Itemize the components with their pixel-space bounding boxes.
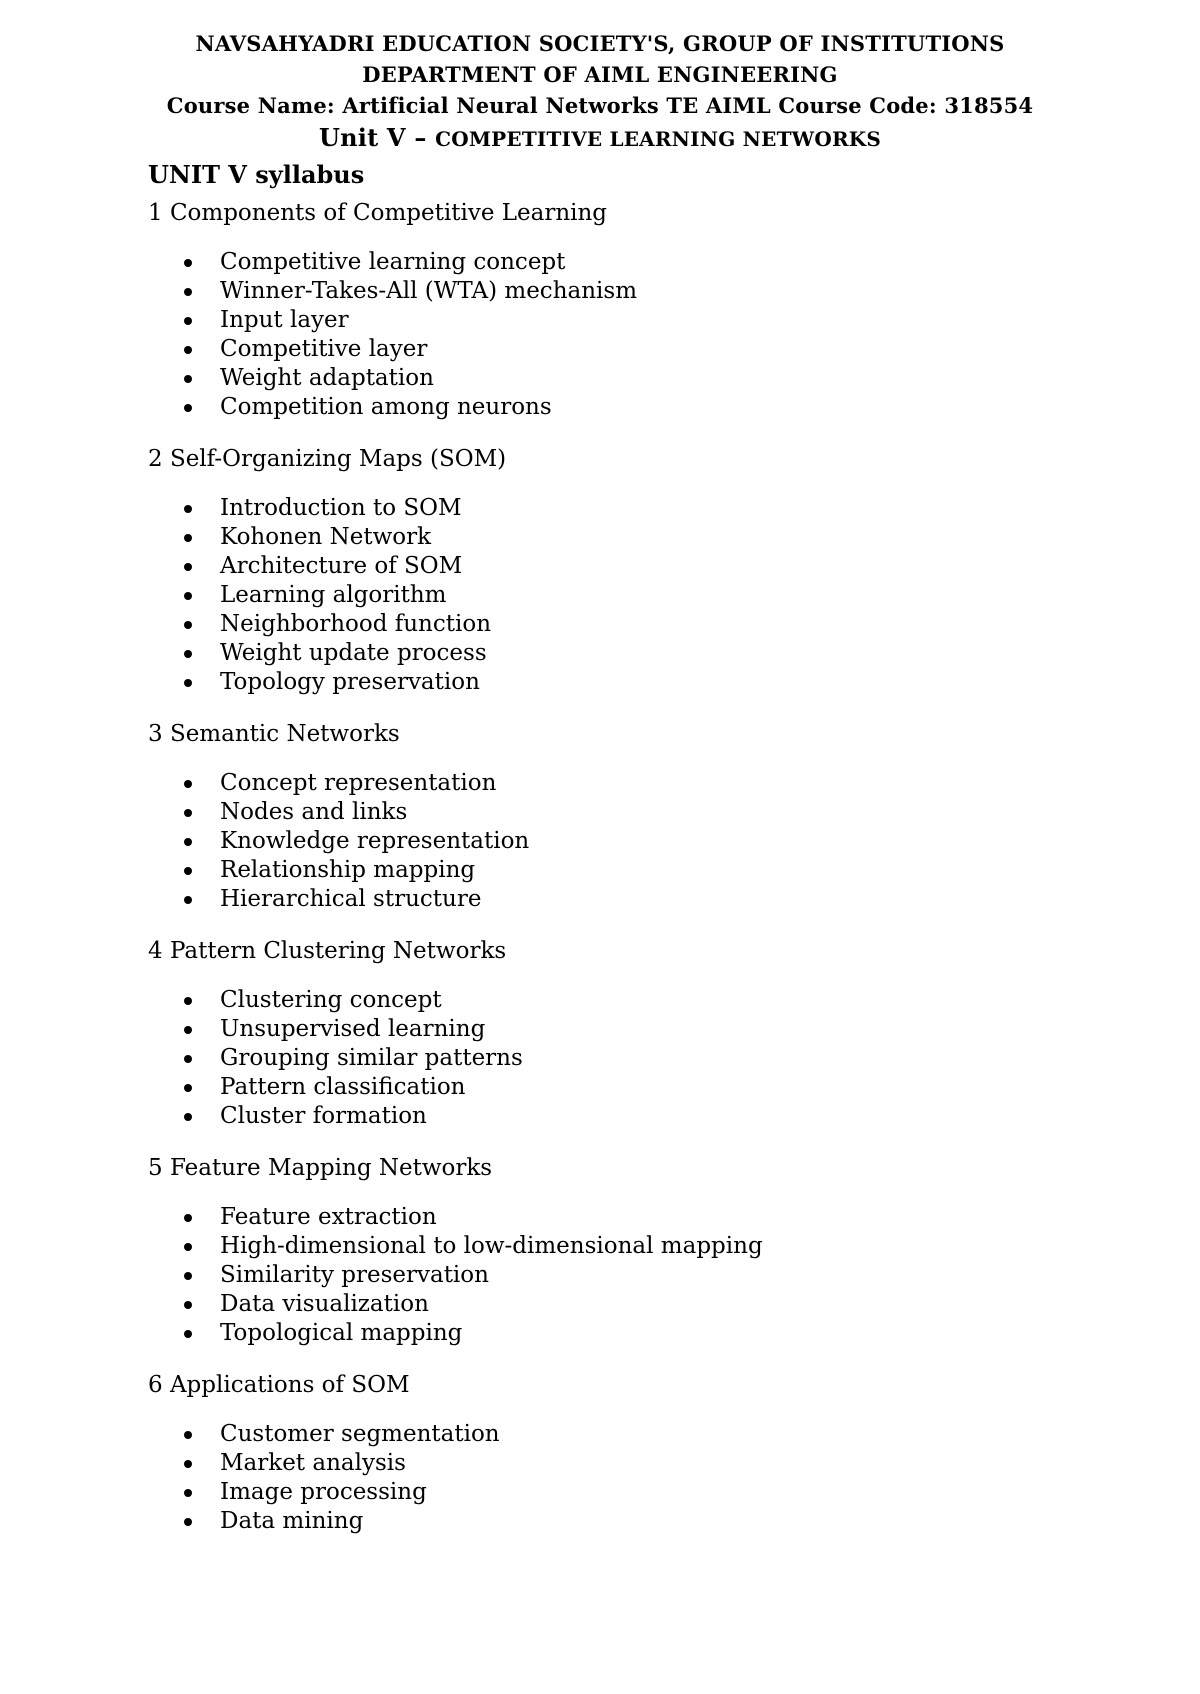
syllabus-section [148, 1153, 1148, 1348]
topic-item: Topology preservation [220, 668, 1148, 697]
topic-list [148, 1203, 1148, 1348]
section-title: 3 Semantic Networks [148, 721, 400, 747]
topic-item: Competitive learning concept [220, 248, 1148, 277]
unit-title [0, 121, 1200, 156]
topic-item: Input layer [220, 306, 1148, 335]
institution-name: NAVSAHYADRI EDUCATION SOCIETY'S, GROUP OF INSTITUTIONS [195, 31, 1005, 56]
document-header [0, 28, 1200, 156]
topic-list [148, 494, 1148, 697]
topic-item: Relationship mapping [220, 856, 1148, 885]
section-title: 2 Self-Organizing Maps (SOM) [148, 446, 507, 472]
topic-item: Weight adaptation [220, 364, 1148, 393]
syllabus-section [148, 444, 1148, 697]
topic-item: Learning algorithm [220, 581, 1148, 610]
topic-item: Hierarchical structure [220, 885, 1148, 914]
topic-list [148, 248, 1148, 422]
topic-item: Weight update process [220, 639, 1148, 668]
topic-item: Kohonen Network [220, 523, 1148, 552]
topic-item: Knowledge representation [220, 827, 1148, 856]
topic-list [148, 769, 1148, 914]
unit-prefix: Unit V – [319, 123, 436, 152]
topic-item: Customer segmentation [220, 1420, 1148, 1449]
topic-item: Pattern classification [220, 1073, 1148, 1102]
topic-item: Topological mapping [220, 1319, 1148, 1348]
unit-name: COMPETITIVE LEARNING NETWORKS [435, 127, 881, 151]
section-title: 1 Components of Competitive Learning [148, 200, 608, 226]
topic-item: Introduction to SOM [220, 494, 1148, 523]
topic-item: Unsupervised learning [220, 1015, 1148, 1044]
topic-item: Cluster formation [220, 1102, 1148, 1131]
topic-item: Competition among neurons [220, 393, 1148, 422]
syllabus-section [148, 1370, 1148, 1536]
syllabus-section [148, 936, 1148, 1131]
topic-item: Data visualization [220, 1290, 1148, 1319]
syllabus-section [148, 719, 1148, 914]
topic-item: Feature extraction [220, 1203, 1148, 1232]
topic-item: Clustering concept [220, 986, 1148, 1015]
topic-list [148, 1420, 1148, 1536]
topic-item: Nodes and links [220, 798, 1148, 827]
course-line: Course Name: Artificial Neural Networks TE AIML Course Code: 318554 [166, 93, 1034, 118]
topic-item: High-dimensional to low-dimensional mapping [220, 1232, 1148, 1261]
topic-item: Market analysis [220, 1449, 1148, 1478]
syllabus-heading: UNIT V syllabus [148, 160, 365, 189]
topic-item: Winner-Takes-All (WTA) mechanism [220, 277, 1148, 306]
topic-item: Neighborhood function [220, 610, 1148, 639]
topic-item: Concept representation [220, 769, 1148, 798]
department-name: DEPARTMENT OF AIML ENGINEERING [362, 62, 838, 87]
syllabus-section [148, 198, 1148, 422]
topic-list [148, 986, 1148, 1131]
topic-item: Grouping similar patterns [220, 1044, 1148, 1073]
topic-item: Competitive layer [220, 335, 1148, 364]
topic-item: Data mining [220, 1507, 1148, 1536]
section-title: 4 Pattern Clustering Networks [148, 938, 507, 964]
section-title: 6 Applications of SOM [148, 1372, 410, 1398]
topic-item: Architecture of SOM [220, 552, 1148, 581]
syllabus-sections [148, 198, 1148, 1558]
section-title: 5 Feature Mapping Networks [148, 1155, 493, 1181]
topic-item: Similarity preservation [220, 1261, 1148, 1290]
topic-item: Image processing [220, 1478, 1148, 1507]
